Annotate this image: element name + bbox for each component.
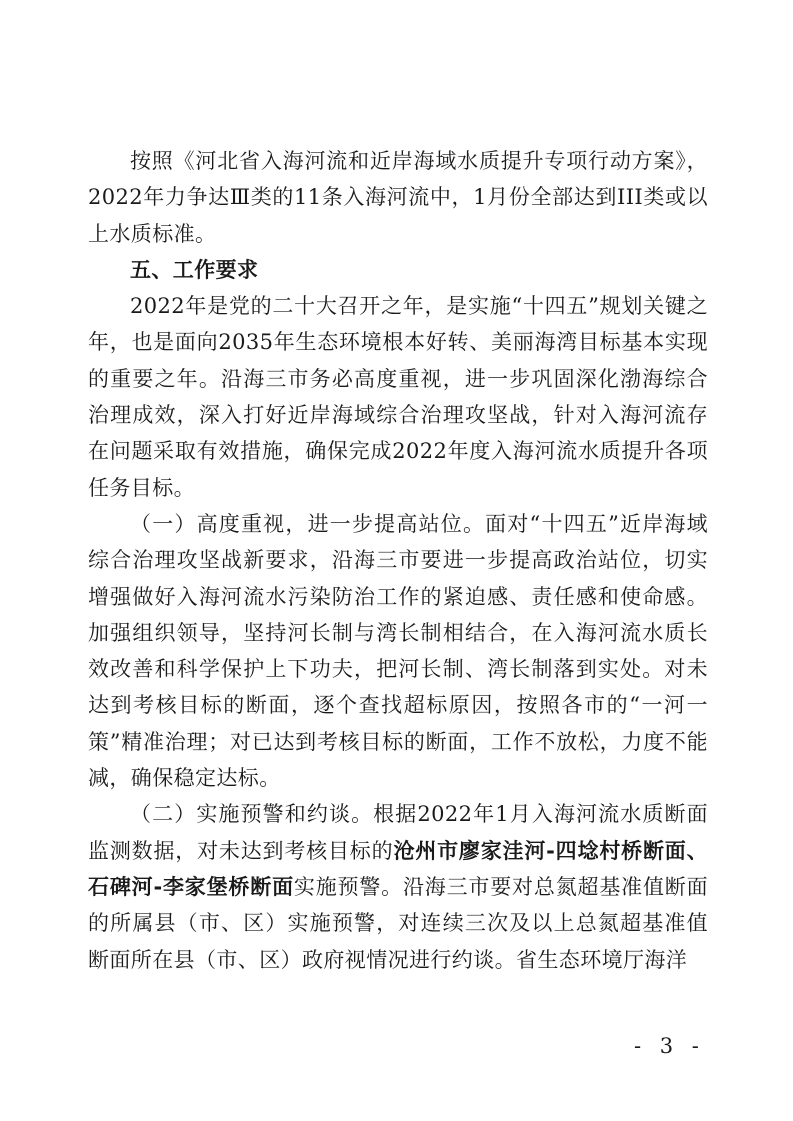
page-number: - 3 -	[634, 1034, 705, 1058]
paragraph-4	[88, 796, 708, 977]
paragraph-4-lead: （二）实施预警和约谈。根据2022年1月入海河流水质断面监测数据，对未达到考核目标的	[88, 802, 708, 863]
paragraph-2: 2022年是党的二十大召开之年，是实施“十四五”规划关键之年，也是面向2035年生态环境根本好转、美丽海湾目标基本实现的重要之年。沿海三市务必高度重视，进一步巩固深化渤海综合治理成效，深入打好近岸海域综合治理攻坚战，针对入海河流存在问题采取有效措施，确保完成2022年度入海河流水质提升各项任务目标。	[88, 294, 708, 500]
highlighted-sections: 沧州市廖家洼河-四埝村桥断面、石碑河-李家堡桥断面	[88, 838, 708, 899]
paragraph-4-tail: 实施预警。沿海三市要对总氮超基准值断面的所属县（市、区）实施预警，对连续三次及以上总氮超基准值断面所在县（市、区）政府视情况进行约谈。省生态环境厅海洋	[88, 874, 708, 972]
paragraph-3: （一）高度重视，进一步提高站位。面对“十四五”近岸海域综合治理攻坚战新要求，沿海三市要进一步提高政治站位，切实增强做好入海河流水污染防治工作的紧迫感、责任感和使命感。加强组织领导，坚持河长制与湾长制相结合，在入海河流水质长效改善和科学保护上下功夫，把河长制、湾长制落到实处。对未达到考核目标的断面，逐个查找超标原因，按照各市的“一河一策”精准治理；对已达到考核目标的断面，工作不放松，力度不能减，确保稳定达标。	[88, 511, 708, 791]
paragraph-1: 按照《河北省入海河流和近岸海域水质提升专项行动方案》，2022年力争达Ⅲ类的11条入海河流中，1月份全部达到III类或以上水质标准。	[88, 149, 708, 246]
body-text	[88, 143, 708, 978]
section-heading-5: 五、工作要求	[130, 257, 259, 282]
